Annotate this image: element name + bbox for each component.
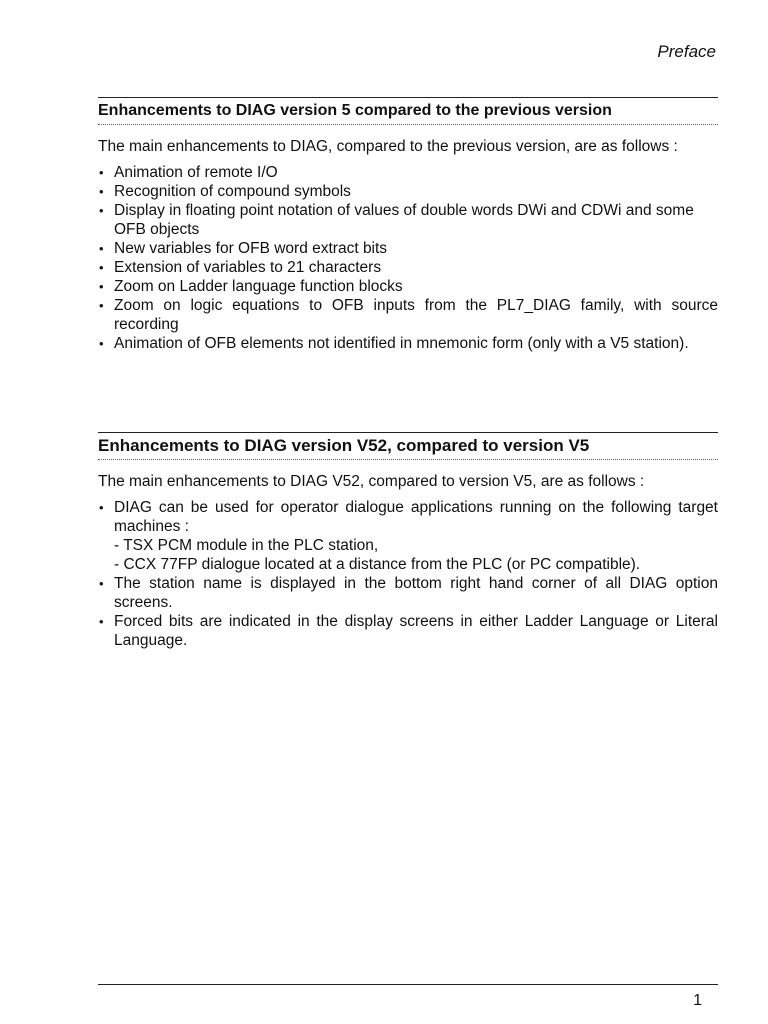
list-item: • Zoom on Ladder language function blocks: [99, 278, 403, 295]
section-heading: Enhancements to DIAG version V52, compared to version V5: [98, 436, 590, 455]
list-item: • Display in floating point notation of values of double words DWi and CDWi and some OFB objects: [99, 202, 694, 238]
bullet-icon: •: [99, 184, 104, 199]
section-top-rule: [98, 97, 718, 98]
bullet-icon: •: [99, 336, 104, 351]
bullet-icon: •: [99, 241, 104, 256]
page-header-title: Preface: [657, 42, 716, 61]
section-intro: The main enhancements to DIAG, compared to the previous version, are as follows :: [98, 138, 678, 155]
list-item: • Animation of OFB elements not identified in mnemonic form (only with a V5 station).: [99, 335, 689, 352]
section-heading: Enhancements to DIAG version 5 compared to the previous version: [98, 102, 612, 119]
section-v5: [98, 97, 718, 353]
section-heading-rule: [98, 124, 718, 125]
section-v52: [98, 432, 718, 650]
enhancement-list: [98, 498, 718, 650]
page-number: 1: [693, 992, 702, 1009]
section-intro: The main enhancements to DIAG V52, compared to version V5, are as follows :: [98, 473, 645, 490]
bullet-icon: •: [99, 500, 104, 515]
list-item: • Animation of remote I/O: [99, 164, 278, 181]
list-item: • Extension of variables to 21 characters: [99, 259, 382, 276]
list-item: • Zoom on logic equations to OFB inputs from the PL7_DIAG family, with source recording: [99, 297, 718, 333]
bullet-icon: •: [99, 260, 104, 275]
section-heading-rule: [98, 459, 718, 460]
list-item: • Recognition of compound symbols: [99, 183, 351, 200]
enhancement-list: [98, 163, 718, 353]
bullet-icon: •: [99, 203, 104, 218]
section-top-rule: [98, 432, 718, 433]
bullet-icon: •: [99, 279, 104, 294]
list-item: • DIAG can be used for operator dialogue applications running on the following target machines : - TSX PCM module in the PLC station, - CCX 77FP dialogue located at a distance from the PLC (or PC compatible).: [99, 499, 718, 573]
list-item: • The station name is displayed in the bottom right hand corner of all DIAG option screens.: [99, 575, 718, 611]
bullet-icon: •: [99, 614, 104, 629]
bullet-icon: •: [99, 298, 104, 313]
bullet-icon: •: [99, 165, 104, 180]
footer-rule: [98, 984, 718, 985]
list-item: • Forced bits are indicated in the display screens in either Ladder Language or Literal Language.: [99, 613, 718, 649]
list-item: • New variables for OFB word extract bits: [99, 240, 388, 257]
bullet-icon: •: [99, 576, 104, 591]
